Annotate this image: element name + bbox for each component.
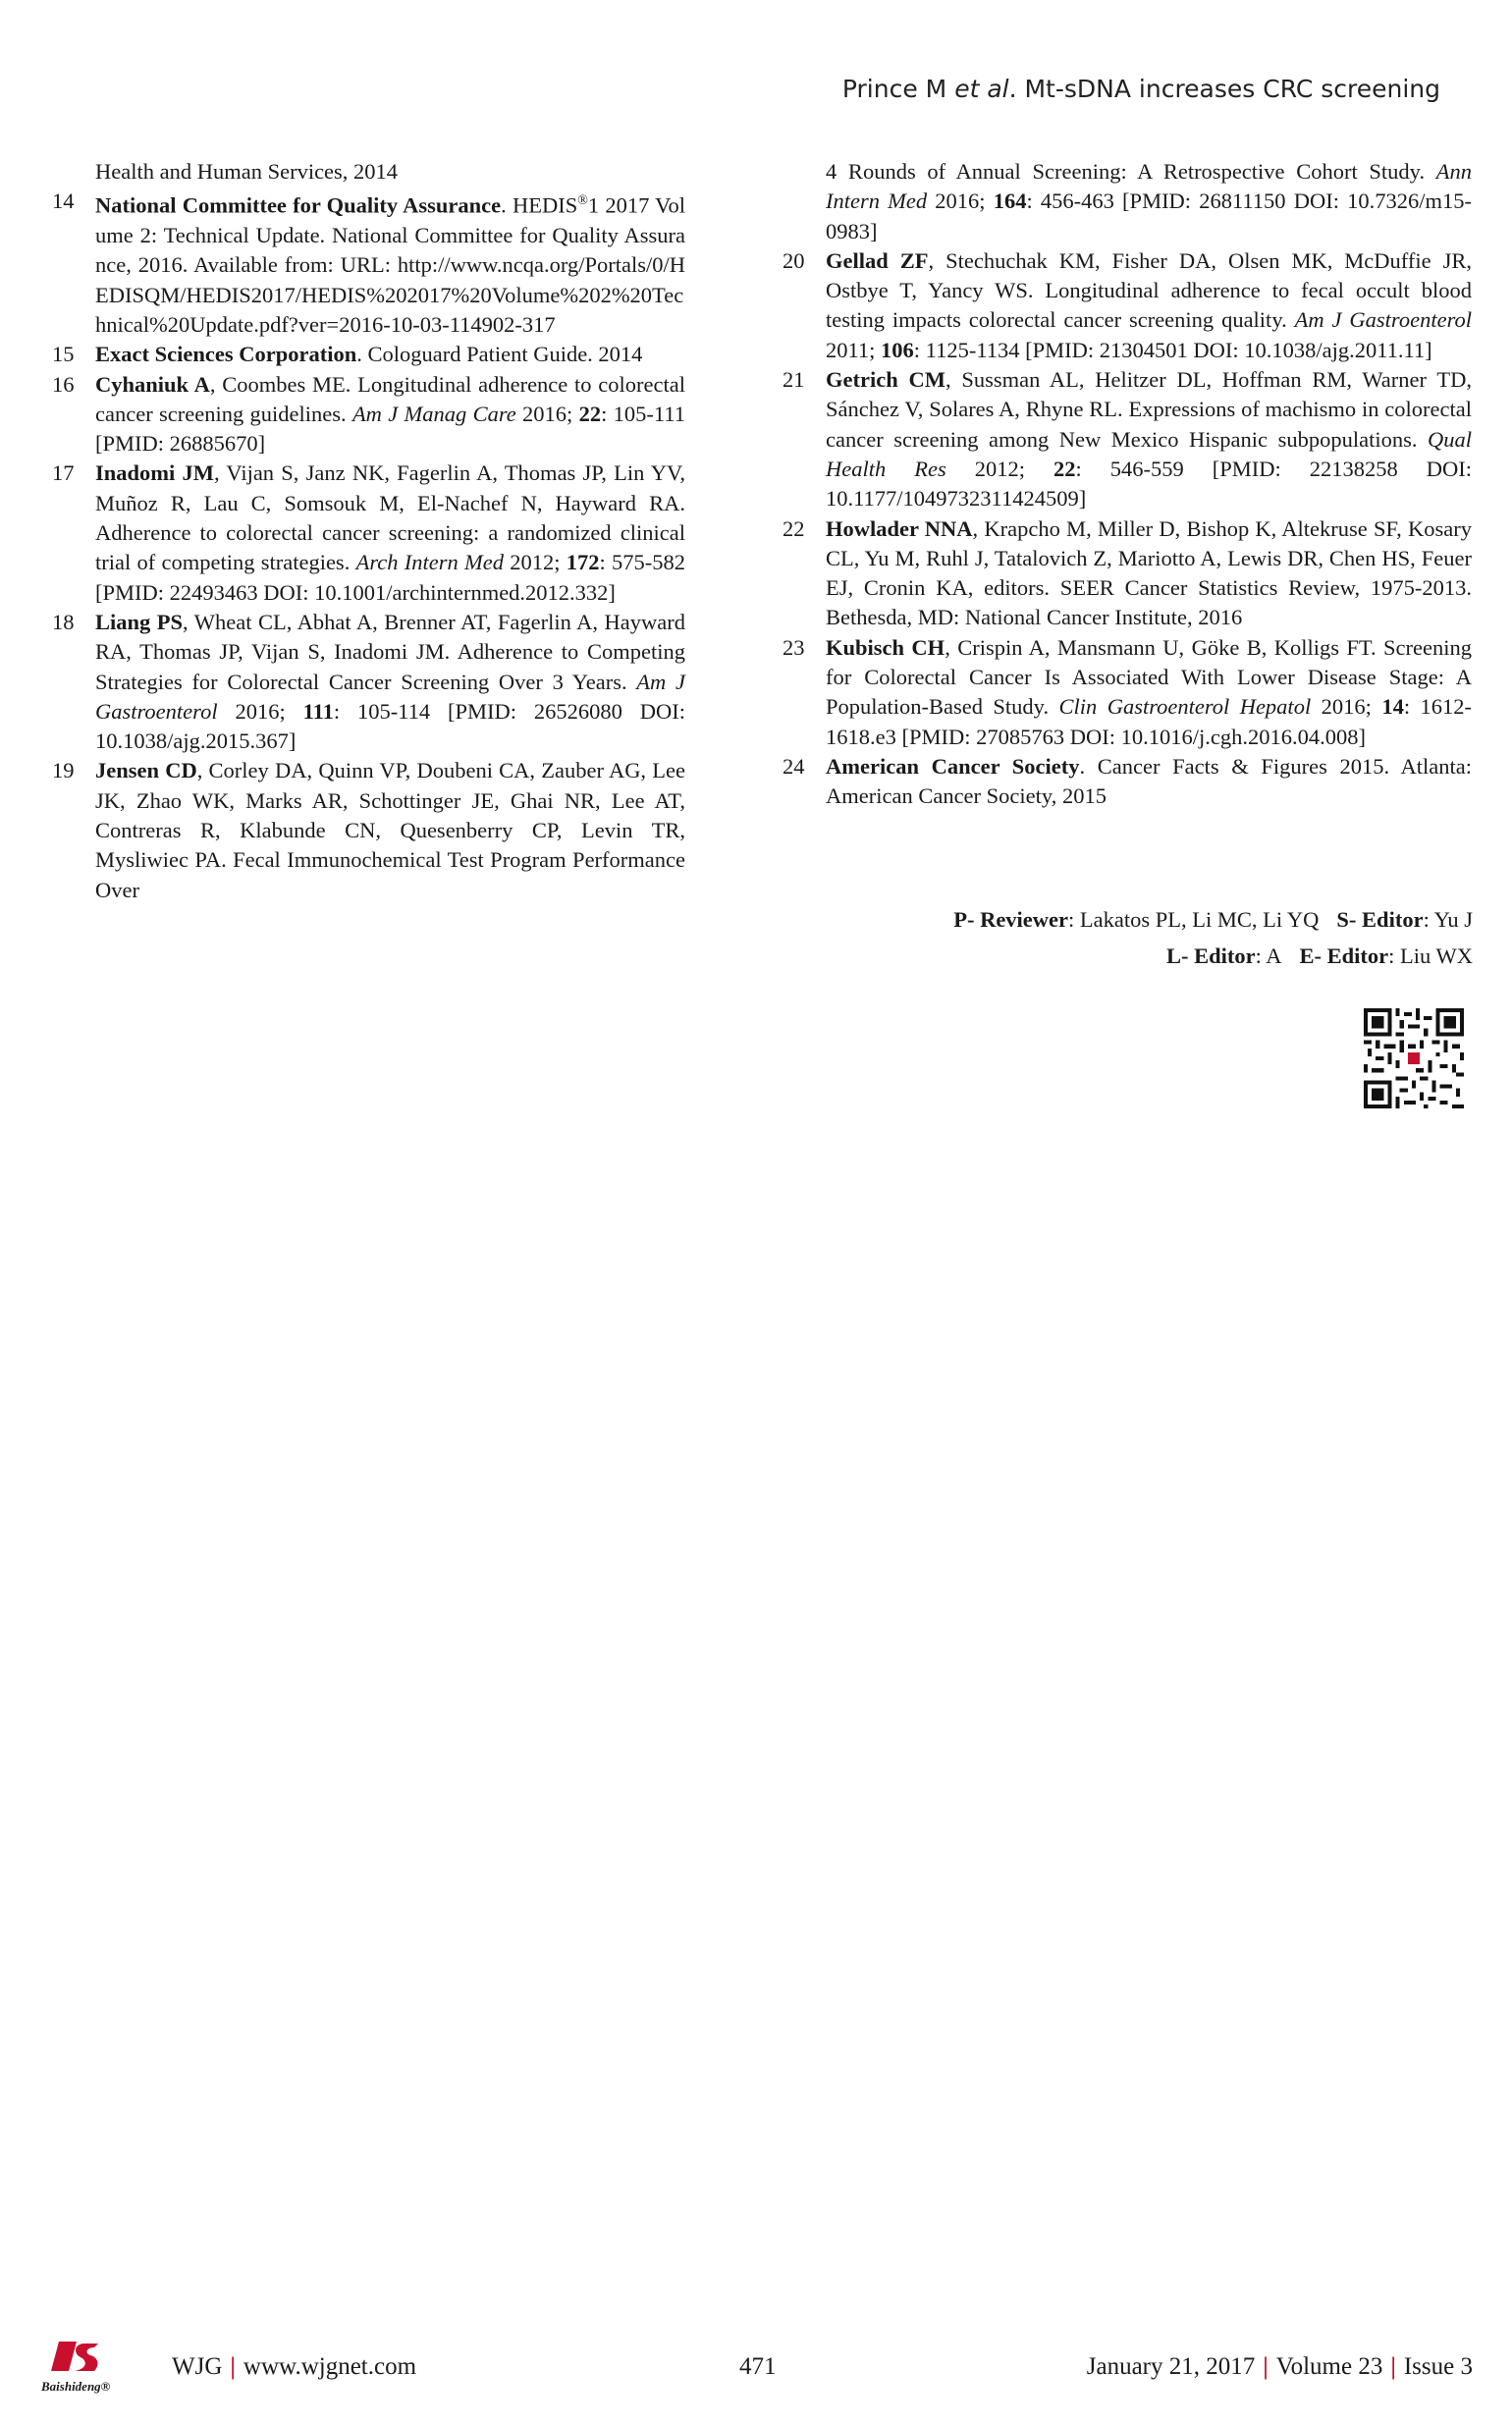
issue-date: January 21, 2017 xyxy=(1086,2353,1256,2380)
reference-body: , Wheat CL, Abhat A, Brenner AT, Fagerlin A, Hayward RA, Thomas JP, Vijan S, Inadomi JM. Adherence to Competing Strategies for Colorectal Cancer Screening Over 3 Years. xyxy=(95,609,685,694)
reference-body: 2012; xyxy=(945,456,1053,481)
reference-author: National Committee for Quality Assurance xyxy=(95,192,502,218)
reference-volume: 106 xyxy=(881,337,914,362)
reference-item xyxy=(783,365,1472,513)
reference-volume: 14 xyxy=(1381,694,1404,720)
reference-author: Jensen CD xyxy=(95,758,197,783)
reference-volume: 164 xyxy=(993,189,1027,214)
page-footer xyxy=(0,2344,1512,2402)
reference-number: 14 xyxy=(52,189,75,214)
reference-body: 2011; xyxy=(826,337,882,362)
reference-author: Howlader NNA xyxy=(826,515,973,541)
e-editor-value: : Liu WX xyxy=(1388,943,1473,968)
right-column xyxy=(783,157,1472,812)
reference-body: : 575-582 [PMID: 22493463 DOI: 10.1001/archinternmed.2012.332] xyxy=(95,550,685,605)
reference-item xyxy=(783,752,1472,812)
reference-journal: Clin Gastroenterol Hepatol xyxy=(1058,694,1312,720)
reference-author: Getrich CM xyxy=(826,367,945,393)
reference-number: 22 xyxy=(783,515,805,541)
qr-code-icon xyxy=(1364,1008,1464,1108)
reference-number: 15 xyxy=(52,342,75,367)
reference-body: , Vijan S, Janz NK, Fagerlin A, Thomas JP, Lin YV, Muñoz R, Lau C, Somsouk M, El-Nachef N, Hayward RA. Adherence to colorectal cancer screening: a randomized clinical trial of competing strategies. xyxy=(95,460,685,575)
reference-item xyxy=(52,340,685,369)
footer-journal xyxy=(172,2353,416,2381)
reference-body: : 1612-1618.e3 [PMID: 27085763 DOI: 10.1016/j.cgh.2016.04.008] xyxy=(826,694,1472,749)
running-header xyxy=(842,75,1440,103)
reference-body: , Corley DA, Quinn VP, Doubeni CA, Zauber AG, Lee JK, Zhao WK, Marks AR, Schottinger JE, Ghai NR, Lee AT, Contreras R, Klabunde CN, Quesenberry CP, Levin TR, Mysliwiec PA. Fecal Immunochemical Test Program Performance Over xyxy=(95,758,685,902)
reference-body: : 456-463 [PMID: 26811150 DOI: 10.7326/m15-0983] xyxy=(826,189,1472,243)
reference-number: 17 xyxy=(52,460,75,486)
reference-body: , Coombes ME. Longitudinal adherence to colorectal cancer screening guidelines. xyxy=(95,371,686,426)
footer-issue-info xyxy=(1087,2353,1473,2381)
reference-author: Gellad ZF xyxy=(826,247,929,273)
reference-author: Exact Sciences Corporation xyxy=(95,342,357,367)
reference-body: , Crispin A, Mansmann U, Göke B, Kolligs FT. Screening for Colorectal Cancer Is Associated With Lower Disease Stage: A Population-Based Study. xyxy=(826,634,1472,720)
reference-body: : 546-559 [PMID: 22138258 DOI: 10.1177/1049732311424509] xyxy=(826,456,1472,512)
editor-line-1 xyxy=(953,901,1473,938)
reference-journal: Qual Health Res xyxy=(826,426,1472,481)
reference-number: 16 xyxy=(52,371,75,397)
reference-body: . Cologuard Patient Guide. 2014 xyxy=(356,342,643,367)
reference-journal: Am J Gastroenterol xyxy=(1294,307,1472,333)
divider-bar: | xyxy=(1263,2353,1269,2380)
reference-body: , Krapcho M, Miller D, Bishop K, Altekruse SF, Kosary CL, Yu M, Ruhl J, Tatalovich Z, Mariotto A, Lewis DR, Chen HS, Feuer EJ, Cronin KA, editors. SEER Cancer Statistics Review, 1975-2013. Bethesda, MD: National Cancer Institute, 2016 xyxy=(826,515,1472,630)
reference-body: 2016; xyxy=(217,698,303,724)
reference-number: 23 xyxy=(783,634,805,660)
reference-body: . Cancer Facts & Figures 2015. Atlanta: American Cancer Society, 2015 xyxy=(826,753,1472,809)
reference-continuation xyxy=(783,157,1472,246)
reference-item xyxy=(52,187,685,340)
reference-text xyxy=(95,458,685,607)
reference-continuation: Health and Human Services, 2014 xyxy=(95,159,399,184)
reference-journal: Ann Intern Med xyxy=(826,159,1472,214)
reference-volume: 22 xyxy=(1053,456,1076,481)
header-authors: Prince M xyxy=(841,75,947,103)
reference-volume: 22 xyxy=(578,401,602,426)
reference-text xyxy=(95,187,685,340)
reference-text xyxy=(95,370,685,459)
reference-volume: 172 xyxy=(566,550,600,575)
issue-volume: Volume 23 xyxy=(1275,2353,1383,2380)
reference-author: Inadomi JM xyxy=(95,460,214,486)
reference-number: 18 xyxy=(52,609,75,634)
reference-volume: 111 xyxy=(302,698,334,724)
reference-body: , Stechuchak KM, Fisher DA, Olsen MK, McDuffie JR, Ostbye T, Yancy WS. Longitudinal adherence to fecal occult blood testing impacts colorectal cancer screening quality. xyxy=(826,247,1472,333)
reference-journal: Am J Manag Care xyxy=(351,401,516,426)
registered-mark: ® xyxy=(577,193,588,209)
reference-author: Liang PS xyxy=(95,609,184,634)
logo-text: Baishideng® xyxy=(41,2379,111,2394)
reference-body: 1 2017 Volume 2: Technical Update. National Committee for Quality Assurance, 2016. Available from: URL: http://www.ncqa.org/Portals/0/HEDISQM/HEDIS2017/HEDIS%202017%20Volume%202%20Technical%20Update.pdf?ver=2016-10-03-114902-317 xyxy=(95,192,685,337)
reference-number: 19 xyxy=(52,758,75,783)
editor-credits xyxy=(953,901,1473,974)
journal-website: www.wjgnet.com xyxy=(243,2353,417,2380)
reference-body: : 1125-1134 [PMID: 21304501 DOI: 10.1038/ajg.2011.11] xyxy=(913,337,1432,362)
reference-author: Kubisch CH xyxy=(826,634,945,660)
reference-body: 2012; xyxy=(503,550,567,575)
reference-item xyxy=(783,246,1472,365)
reference-item xyxy=(52,756,685,904)
reference-item xyxy=(783,633,1472,752)
reference-text xyxy=(826,752,1472,812)
reference-text xyxy=(95,608,685,756)
reference-body: 4 Rounds of Annual Screening: A Retrospective Cohort Study. xyxy=(826,159,1436,184)
reference-number: 20 xyxy=(783,247,805,273)
p-reviewer-value: : Lakatos PL, Li MC, Li YQ xyxy=(1068,907,1320,932)
reference-item xyxy=(52,608,685,756)
s-editor-label: S- Editor xyxy=(1336,907,1424,932)
reference-item xyxy=(52,370,685,459)
divider-bar: | xyxy=(230,2353,236,2380)
p-reviewer-label: P- Reviewer xyxy=(953,907,1069,932)
reference-author: Cyhaniuk A xyxy=(95,371,210,397)
reference-author: American Cancer Society xyxy=(826,753,1080,779)
reference-text xyxy=(826,514,1472,633)
issue-number: Issue 3 xyxy=(1403,2353,1473,2380)
reference-text xyxy=(826,633,1472,752)
l-editor-value: : A xyxy=(1255,943,1282,968)
reference-journal: Am J Gastroenterol xyxy=(95,669,685,724)
page-number: 471 xyxy=(739,2353,777,2380)
reference-text xyxy=(826,246,1472,365)
left-column xyxy=(52,157,685,905)
reference-number: 21 xyxy=(783,367,805,393)
e-editor-label: E- Editor xyxy=(1299,943,1389,968)
reference-journal: Arch Intern Med xyxy=(355,550,504,575)
reference-item xyxy=(52,458,685,607)
journal-abbrev: WJG xyxy=(172,2353,223,2380)
reference-body: : 105-111 [PMID: 26885670] xyxy=(95,401,686,457)
reference-text xyxy=(826,365,1472,513)
reference-body: : 105-114 [PMID: 26526080 DOI: 10.1038/ajg.2015.367] xyxy=(95,698,685,754)
s-editor-value: : Yu J xyxy=(1423,907,1473,932)
reference-body: . HEDIS xyxy=(501,192,578,218)
l-editor-label: L- Editor xyxy=(1166,943,1256,968)
reference-text xyxy=(95,340,685,369)
reference-body: 2016; xyxy=(927,189,994,214)
reference-item xyxy=(783,514,1472,633)
reference-text xyxy=(95,756,685,904)
reference-body: 2016; xyxy=(515,401,579,426)
reference-body: , Sussman AL, Helitzer DL, Hoffman RM, Warner TD, Sánchez V, Solares A, Rhyne RL. Expressions of machismo in colorectal cancer screening among New Mexico Hispanic subpopulations. xyxy=(826,367,1472,452)
divider-bar: | xyxy=(1390,2353,1396,2380)
baishideng-logo-icon xyxy=(39,2336,137,2398)
header-title: . Mt-sDNA increases CRC screening xyxy=(1008,75,1440,103)
header-etal: et al xyxy=(954,75,1009,103)
reference-body: 2016; xyxy=(1311,694,1382,720)
editor-line-2 xyxy=(953,938,1473,974)
reference-number: 24 xyxy=(783,753,805,779)
